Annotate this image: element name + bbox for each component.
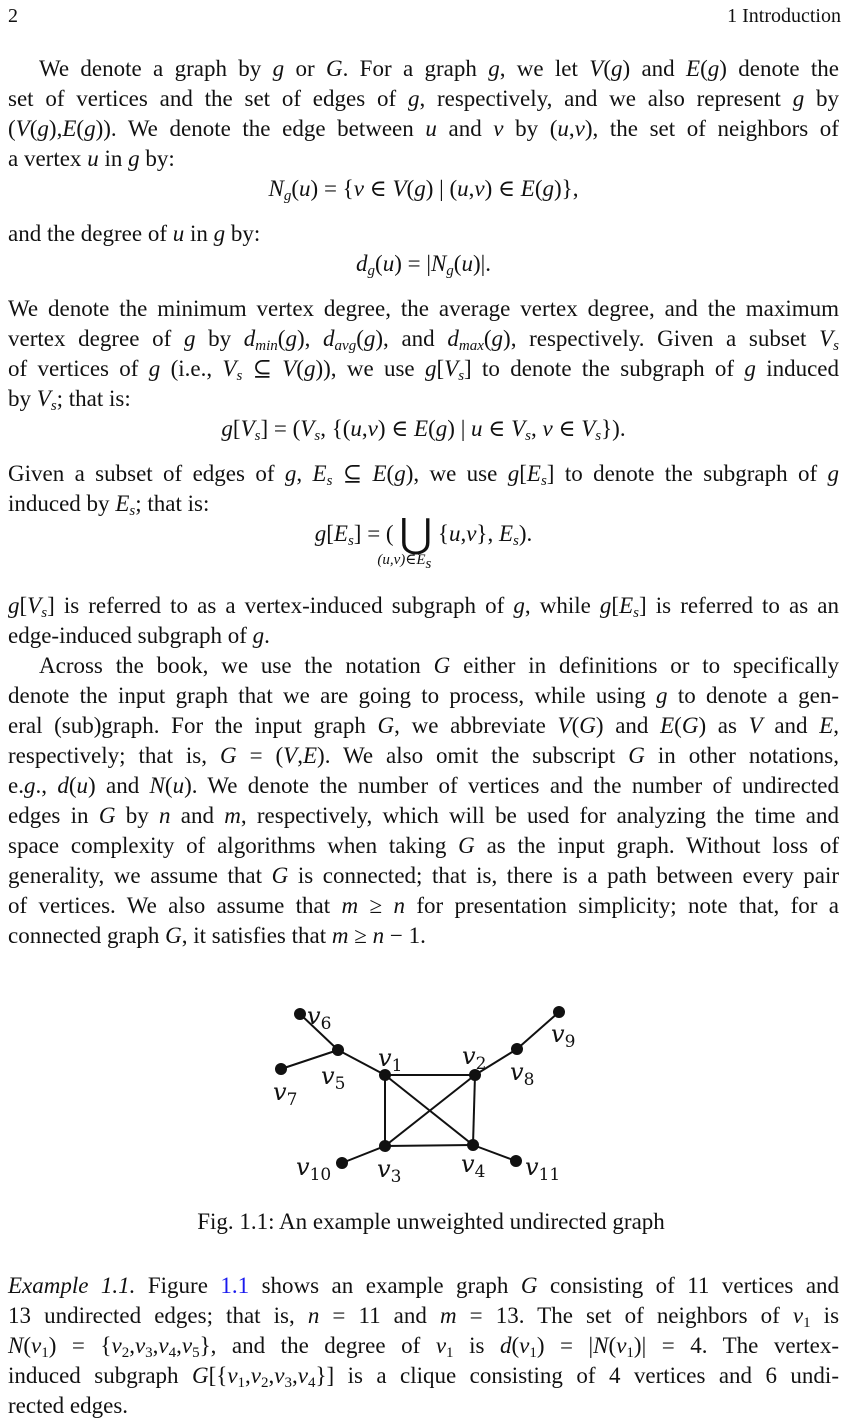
example-line: induced subgraph $G[\{v_1,v_2,v_3,v_4\}]$ is a clique consisting of 4 vertices and 6 undi- — [8, 1363, 839, 1391]
chapter-title: 1 Introduction — [727, 5, 841, 27]
equation-neighbors: $N_g(u) = \{v$ ∈ V(g) | (u,v) ∈ E(g)}, — [268, 176, 579, 204]
equation-vertex-induced: $g[V_s] = (V_s$, {(u,v) ∈ E(g) | u ∈ $V_s$, v ∈ $V_s$}). — [221, 416, 626, 444]
graph-vertex-label-v2: $v_2$ — [462, 1042, 487, 1074]
example-line: $N(v_1) = \{v_2,v_3,v_4,v_5\}$, and the degree of $v_1$ is $d(v_1) = |N(v_1)| = 4$. The vertex- — [8, 1333, 840, 1361]
paragraph-2-line: vertex degree of g by $d_{min}(g)$, $d_{avg}(g)$, and $d_{max}(g)$, respectively. Given a subset $V_s$ — [8, 326, 839, 354]
graph-vertex-label-v5: $v_5$ — [321, 1062, 346, 1094]
graph-edge-v4-v11 — [473, 1145, 516, 1161]
graph-edge-v2-v4 — [473, 1075, 475, 1145]
text-line: and the degree of u in g by: — [8, 221, 261, 246]
graph-vertex-label-v1: $v_1$ — [378, 1044, 403, 1076]
example-line: rected edges. — [8, 1393, 129, 1418]
graph-edge-v3-v4 — [385, 1145, 473, 1146]
paragraph-2-line: by $V_s$; that is: — [8, 386, 131, 414]
equation-degree: $d_g(u) = |N_g(u)|$. — [356, 251, 491, 279]
paragraph-5-line: of vertices. We also assume that m ≥ n for presentation simplicity; note that, for a — [8, 893, 839, 918]
paragraph-3-line: induced by $E_s$; that is: — [8, 491, 210, 519]
graph-vertex-label-v7: $v_7$ — [273, 1078, 298, 1110]
graph-vertex-v5 — [332, 1044, 344, 1056]
graph-vertex-label-v4: $v_4$ — [461, 1150, 486, 1182]
equation-edge-induced: $g[E_s]$ = ( ⋃ $(u,v)\in E_s$ {u,v}, $E_s$). — [314, 511, 533, 572]
paragraph-1-line: set of vertices and the set of edges of g, respectively, and we also represent g by — [8, 86, 839, 111]
paragraph-1-line: We denote a graph by g or G. For a graph g, we let V(g) and E(g) denote the — [39, 56, 839, 81]
paragraph-5-line: Across the book, we use the notation G either in definitions or to specifically — [39, 653, 839, 678]
graph-vertex-label-v9: $v_9$ — [551, 1020, 576, 1052]
example-label: Example 1.1. — [8, 1273, 136, 1298]
paragraph-5-line: denote the input graph that we are going to process, while using g to denote a gen- — [8, 683, 839, 708]
paragraph-2-line: We denote the minimum vertex degree, the average vertex degree, and the maximum — [8, 296, 839, 321]
figure-caption: Fig. 1.1: An example unweighted undirected graph — [197, 1209, 665, 1234]
paragraph-5-line: connected graph G, it satisfies that m ≥ n − 1. — [8, 923, 426, 948]
figure-word: Figure — [147, 1273, 208, 1298]
paragraph-5-line: e.g., d(u) and N(u). We denote the number of vertices and the number of undirected — [8, 773, 840, 798]
graph-vertex-label-v8: $v_8$ — [510, 1058, 535, 1090]
graph-vertex-label-v10: $v_{10}$ — [296, 1153, 332, 1185]
paragraph-5-line: eral (sub)graph. For the input graph G, we abbreviate V(G) and E(G) as V and E, — [8, 713, 840, 738]
graph-vertex-v8 — [511, 1043, 523, 1055]
example-line — [8, 1271, 839, 1301]
graph-vertex-label-v3: $v_3$ — [377, 1155, 402, 1187]
paragraph-1-line: a vertex u in g by: — [8, 146, 175, 171]
page-number: 2 — [8, 5, 18, 27]
graph-vertex-label-v11: $v_{11}$ — [525, 1153, 561, 1185]
graph-vertex-v10 — [336, 1157, 348, 1169]
graph-vertex-v9 — [553, 1006, 565, 1018]
paragraph-3-line: Given a subset of edges of g, $E_s$ ⊆ E(g), we use $g[E_s]$ to denote the subgraph of g — [8, 461, 840, 489]
paragraph-5-line: generality, we assume that G is connected; that is, there is a path between every pair — [8, 863, 839, 888]
figure-reference-link[interactable]: 1.1 — [220, 1273, 250, 1298]
paragraph-4-line: $g[V_s]$ is referred to as a vertex-induced subgraph of g, while $g[E_s]$ is referred to as an — [8, 593, 839, 621]
paragraph-2-line: of vertices of g (i.e., $V_s$ ⊆ V(g)), we use $g[V_s]$ to denote the subgraph of g induced — [8, 356, 839, 384]
example-line-rest: shows an example graph G consisting of 11 vertices and — [261, 1273, 840, 1298]
paragraph-1-line: (V(g),E(g)). We denote the edge between u and v by (u,v), the set of neighbors of — [8, 116, 839, 141]
graph-vertex-v7 — [275, 1063, 287, 1075]
paragraph-5-line: edges in G by n and m, respectively, which will be used for analyzing the time and — [8, 803, 839, 828]
example-line: 13 undirected edges; that is, n = 11 and m = 13. The set of neighbors of $v_1$ is — [8, 1303, 840, 1331]
graph-vertex-v6 — [294, 1008, 306, 1020]
graph-vertex-v3 — [379, 1140, 391, 1152]
paragraph-5-line: space complexity of algorithms when taking G as the input graph. Without loss of — [8, 833, 839, 858]
graph-vertex-v11 — [510, 1155, 522, 1167]
paragraph-5-line: respectively; that is, G = (V,E). We also omit the subscript G in other notations, — [8, 743, 840, 768]
graph-vertex-label-v6: $v_6$ — [307, 1002, 332, 1034]
paragraph-4-line: edge-induced subgraph of g. — [8, 623, 270, 648]
